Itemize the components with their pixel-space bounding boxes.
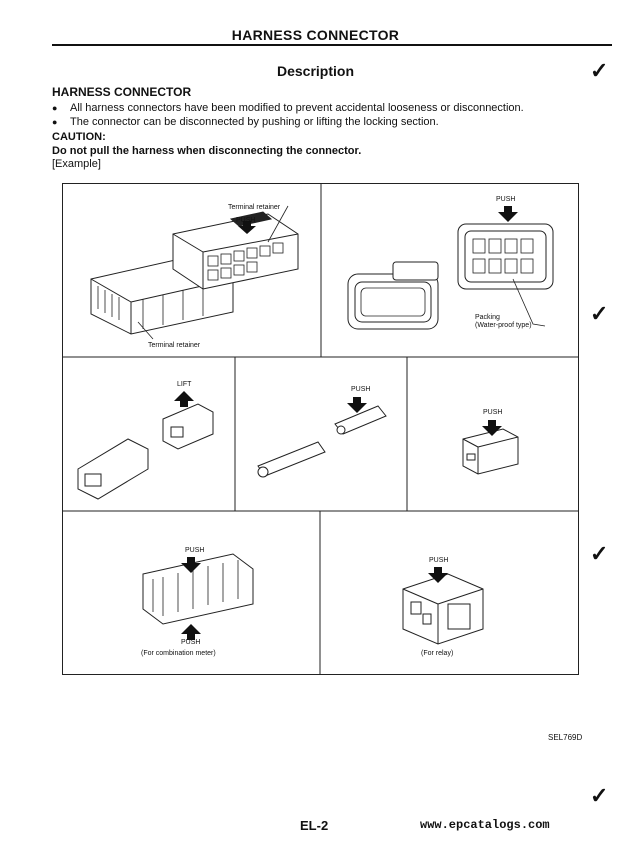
label-water-proof: (Water-proof type) bbox=[475, 322, 532, 329]
bullet-list bbox=[52, 101, 524, 129]
page-number: EL-2 bbox=[300, 818, 329, 833]
push-arrow-icon bbox=[498, 206, 518, 222]
caption-combination-meter: (For combination meter) bbox=[141, 650, 216, 657]
page-header-title: HARNESS CONNECTOR bbox=[231, 27, 400, 43]
push-arrow-icon bbox=[347, 397, 367, 413]
check-mark-icon: ✓ bbox=[590, 783, 609, 808]
label-push: PUSH bbox=[483, 409, 503, 416]
check-mark-icon: ✓ bbox=[590, 301, 609, 326]
label-lift: LIFT bbox=[177, 381, 192, 388]
label-push: PUSH bbox=[185, 547, 205, 554]
section-title: HARNESS CONNECTOR bbox=[52, 85, 192, 99]
label-push: PUSH bbox=[429, 557, 449, 564]
label-push: PUSH bbox=[236, 217, 256, 224]
figure-drawings bbox=[63, 184, 578, 674]
figure-code: SEL769D bbox=[548, 733, 583, 742]
caption-relay: (For relay) bbox=[421, 650, 454, 657]
connector-drawing-3 bbox=[78, 404, 213, 499]
caution-label: CAUTION: bbox=[52, 131, 106, 143]
connector-drawing-4 bbox=[258, 406, 386, 477]
connector-drawing-7 bbox=[403, 574, 483, 644]
label-push: PUSH bbox=[351, 386, 371, 393]
label-push: PUSH bbox=[181, 639, 201, 646]
connector-drawing-1 bbox=[91, 206, 298, 339]
label-terminal-retainer: Terminal retainer bbox=[148, 342, 201, 349]
example-label: [Example] bbox=[52, 158, 101, 170]
caution-block bbox=[52, 130, 361, 158]
header-rule bbox=[52, 44, 612, 46]
label-terminal-retainer: Terminal retainer bbox=[228, 204, 281, 211]
bullet-item: ● The connector can be disconnected by pushing or lifting the locking section. bbox=[52, 115, 524, 129]
push-arrow-icon bbox=[181, 624, 201, 640]
connector-drawing-5 bbox=[463, 429, 518, 474]
connector-drawing-2 bbox=[348, 224, 553, 329]
lift-arrow-icon bbox=[174, 391, 194, 407]
label-packing: Packing bbox=[475, 314, 500, 321]
label-push: PUSH bbox=[496, 196, 516, 203]
bullet-item: ● All harness connectors have been modified to prevent accidental looseness or disconnection. bbox=[52, 101, 524, 115]
connector-figure bbox=[62, 183, 579, 675]
caution-text: Do not pull the harness when disconnecting the connector. bbox=[52, 145, 362, 157]
check-mark-icon: ✓ bbox=[590, 58, 609, 83]
check-mark-icon: ✓ bbox=[590, 541, 609, 566]
description-heading: Description bbox=[276, 63, 354, 79]
footer-url[interactable]: www.epcatalogs.com bbox=[420, 818, 550, 832]
